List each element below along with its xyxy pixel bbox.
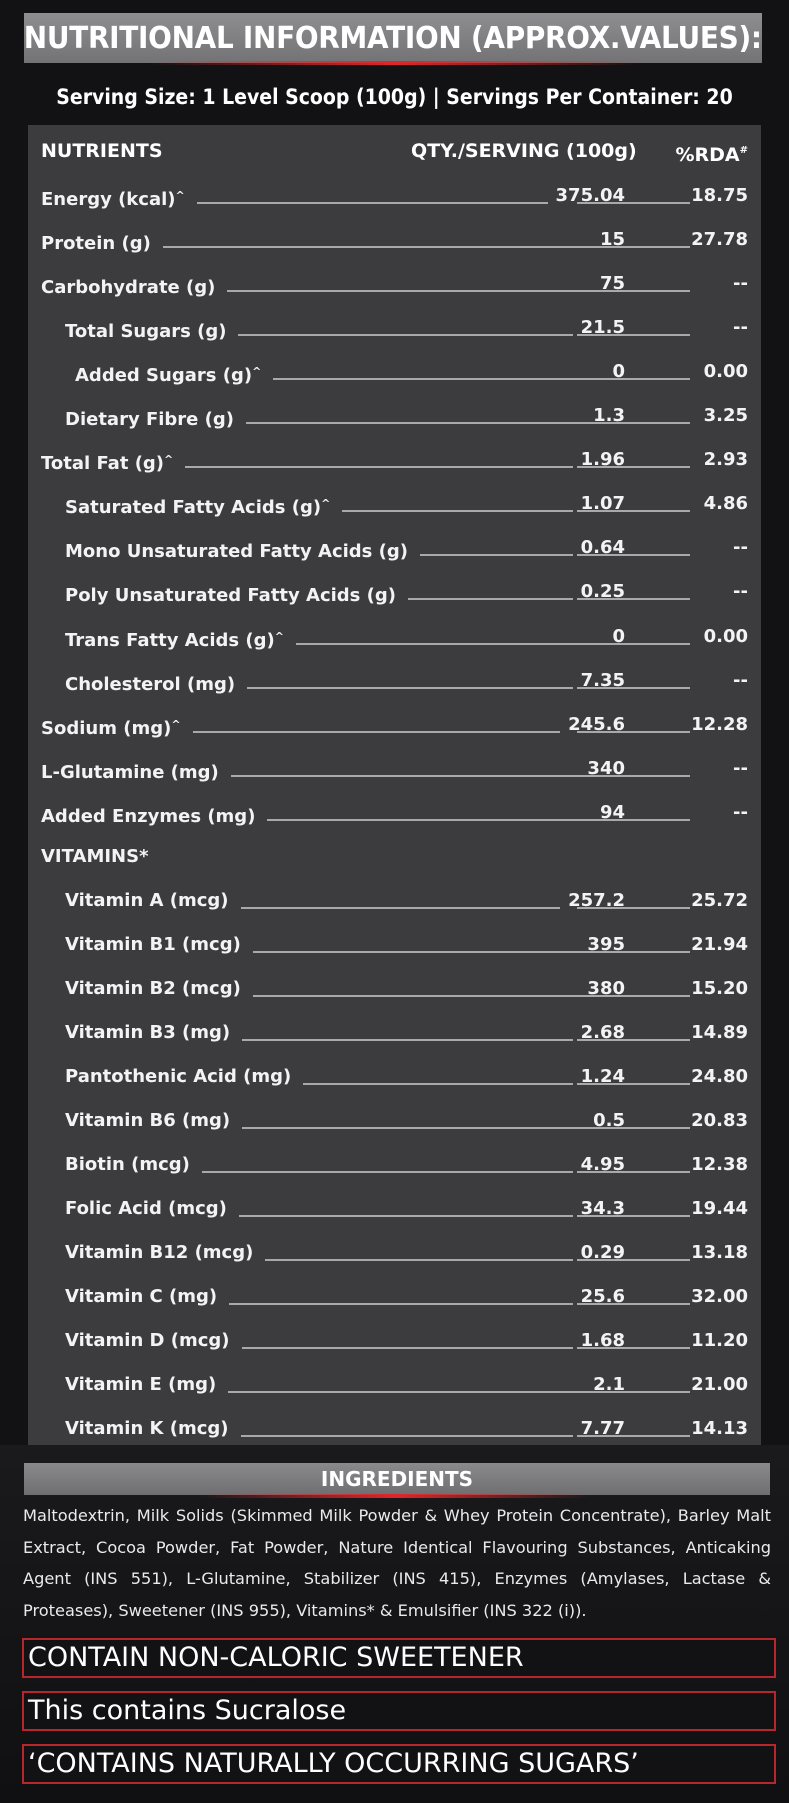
rda-value: 12.38 [691, 1154, 748, 1176]
leader-line [242, 1039, 573, 1041]
leader-line [296, 643, 604, 645]
vitamins-label: VITAMINS* [41, 845, 149, 867]
nutrient-name: Pantothenic Acid (mg) [65, 1066, 292, 1087]
qty-value: 2.1 [593, 1374, 625, 1396]
nutrient-name: Protein (g) [41, 233, 151, 255]
leader-line [577, 290, 690, 292]
nutrient-name: Carbohydrate (g) [41, 277, 216, 299]
rda-value: 2.93 [703, 449, 748, 471]
qty-value: 395 [587, 933, 625, 955]
leader-line [577, 466, 690, 468]
leader-line [246, 422, 585, 424]
nutrient-label [65, 1282, 217, 1312]
nutrient-name: Vitamin E (mg) [65, 1374, 217, 1396]
leader-line [577, 1171, 690, 1173]
leader-line [193, 731, 560, 733]
nutrient-label [41, 445, 173, 479]
footnote-mark: ^ [164, 453, 174, 467]
nutrient-name: Vitamin C (mg) [65, 1286, 218, 1308]
qty-value: 21.5 [580, 317, 625, 339]
rda-value: 21.00 [691, 1374, 748, 1396]
nutrient-label [65, 1414, 229, 1444]
leader-line [420, 554, 573, 556]
leader-line [267, 819, 592, 821]
page-title: NUTRITIONAL INFORMATION (APPROX.VALUES): [23, 20, 763, 56]
leader-line [577, 378, 690, 380]
rda-value: 25.72 [691, 889, 748, 911]
nutrient-name: Vitamin D (mcg) [65, 1330, 230, 1352]
nutrient-label [41, 225, 151, 259]
table-row [28, 269, 761, 299]
table-row [28, 313, 761, 343]
nutrient-label [65, 1326, 230, 1356]
qty-value: 0 [612, 625, 625, 647]
qty-value: 2.68 [580, 1021, 625, 1043]
table-row [28, 1106, 761, 1136]
leader-line [253, 995, 579, 997]
table-row [28, 886, 761, 916]
leader-line [242, 1127, 585, 1129]
nutrient-name: Vitamin B1 (mcg) [65, 933, 241, 955]
nutrient-name: Cholesterol (mg) [65, 673, 236, 695]
warning-sucralose: This contains Sucralose [22, 1691, 776, 1731]
leader-line [577, 1039, 690, 1041]
nutrient-name: L-Glutamine (mg) [41, 761, 219, 783]
footnote-mark: ^ [171, 717, 181, 731]
leader-line [577, 1259, 690, 1261]
leader-line [163, 246, 592, 248]
leader-line [577, 643, 690, 645]
table-row [28, 1282, 761, 1312]
rda-value: -- [733, 801, 748, 823]
leader-line [577, 598, 690, 600]
nutrient-label [65, 313, 226, 347]
nutrient-label [65, 533, 408, 567]
leader-line [303, 1083, 573, 1085]
leader-line [408, 598, 573, 600]
leader-line [577, 1391, 690, 1393]
qty-value: 1.68 [580, 1330, 625, 1352]
ingredients-title: INGREDIENTS [24, 1463, 770, 1495]
leader-line [253, 951, 579, 953]
rda-value: 32.00 [691, 1286, 748, 1308]
header-nutrients: NUTRIENTS [41, 140, 163, 162]
rda-value: 0.00 [703, 361, 748, 383]
ingredients-underline [200, 1494, 590, 1498]
qty-value: 4.95 [580, 1154, 625, 1176]
leader-line [577, 1083, 690, 1085]
serving-info: Serving Size: 1 Level Scoop (100g) | Servings Per Container: 20 [56, 85, 733, 109]
table-row [28, 225, 761, 255]
nutrient-label [65, 401, 234, 435]
title-bar [24, 13, 762, 63]
qty-value: 7.77 [580, 1418, 625, 1440]
qty-value: 380 [587, 977, 625, 999]
leader-line [185, 466, 573, 468]
rda-value: -- [733, 537, 748, 559]
leader-line [577, 775, 690, 777]
qty-value: 1.07 [580, 493, 625, 515]
table-row [28, 930, 761, 960]
nutrient-label [65, 1106, 230, 1136]
table-row [28, 1062, 761, 1092]
qty-value: 7.35 [580, 669, 625, 691]
table-row [28, 357, 761, 387]
nutrient-label [65, 1018, 230, 1048]
leader-line [227, 290, 592, 292]
table-row [28, 1370, 761, 1400]
table-row [28, 533, 761, 563]
leader-line [577, 995, 690, 997]
nutrient-name: Vitamin A (mcg) [65, 889, 229, 911]
leader-line [247, 687, 573, 689]
table-row [28, 445, 761, 475]
nutrient-name: Trans Fatty Acids (g) [65, 629, 275, 651]
rda-value: -- [733, 273, 748, 295]
leader-line [577, 1435, 690, 1437]
table-row [28, 1414, 761, 1444]
leader-line [577, 819, 690, 821]
nutrient-name: Folic Acid (mcg) [65, 1198, 227, 1220]
rda-value: 3.25 [703, 405, 748, 427]
rda-value: 19.44 [691, 1198, 748, 1220]
rda-value: 27.78 [691, 229, 748, 251]
leader-line [231, 775, 579, 777]
nutrient-name: Total Fat (g) [41, 453, 165, 475]
leader-line [265, 1259, 573, 1261]
nutrient-name: Vitamin B12 (mcg) [65, 1242, 254, 1264]
leader-line [577, 554, 690, 556]
leader-line [577, 202, 690, 204]
leader-line [197, 202, 548, 204]
leader-line [577, 687, 690, 689]
nutrient-label [65, 886, 229, 916]
leader-line [273, 378, 604, 380]
nutrient-label [65, 489, 330, 523]
nutrient-name: Vitamin B3 (mg) [65, 1021, 231, 1043]
leader-line [202, 1171, 573, 1173]
warning-non-caloric: CONTAIN NON-CALORIC SWEETENER [22, 1638, 776, 1678]
nutrient-label [41, 798, 255, 832]
qty-value: 0.5 [593, 1110, 625, 1132]
nutrient-name: Sodium (mg) [41, 717, 172, 739]
qty-value: 0.25 [580, 581, 625, 603]
nutrient-name: Vitamin B6 (mg) [65, 1110, 231, 1132]
nutrient-name: Vitamin K (mcg) [65, 1418, 229, 1440]
nutrient-label [41, 181, 185, 215]
nutrient-label [41, 710, 181, 744]
footnote-mark: ^ [252, 365, 262, 379]
qty-value: 257.2 [568, 889, 625, 911]
qty-value: 1.3 [593, 405, 625, 427]
footnote-mark: ^ [175, 189, 185, 202]
qty-value: 34.3 [580, 1198, 625, 1220]
leader-line [239, 1215, 573, 1217]
qty-value: 1.96 [580, 449, 625, 471]
leader-line [577, 510, 690, 512]
table-row [28, 798, 761, 828]
nutrient-label [65, 622, 284, 656]
leader-line [577, 246, 690, 248]
rda-value: 24.80 [691, 1066, 748, 1087]
qty-value: 340 [587, 757, 625, 779]
footnote-mark: ^ [274, 629, 284, 643]
nutrient-label [65, 577, 396, 611]
table-row [28, 710, 761, 740]
footnote-mark: ^ [321, 497, 331, 511]
nutrient-label [65, 1194, 227, 1224]
table-row [28, 1018, 761, 1048]
leader-line [577, 334, 690, 336]
nutrient-name: Vitamin B2 (mcg) [65, 977, 241, 999]
leader-line [228, 1391, 585, 1393]
rda-value: 11.20 [691, 1330, 748, 1352]
table-row [28, 1326, 761, 1356]
leader-line [241, 907, 560, 909]
nutrient-label [65, 974, 241, 1004]
leader-line [242, 1347, 573, 1349]
qty-value: 0.64 [580, 537, 625, 559]
leader-line [577, 1303, 690, 1305]
leader-line [577, 1127, 690, 1129]
table-row [28, 181, 761, 211]
nutrient-label [65, 1238, 253, 1268]
leader-line [577, 1215, 690, 1217]
nutrient-label [41, 269, 215, 303]
table-row [28, 1194, 761, 1224]
nutrient-name: Energy (kcal) [41, 189, 176, 210]
nutrient-label [65, 1370, 216, 1400]
rda-value: 4.86 [703, 493, 748, 515]
rda-value: -- [733, 669, 748, 691]
nutrient-name: Total Sugars (g) [65, 321, 227, 343]
rda-value: 0.00 [703, 625, 748, 647]
table-row [28, 974, 761, 1004]
nutrient-label [75, 357, 261, 391]
nutrient-name: Dietary Fibre (g) [65, 409, 234, 431]
rda-value: 14.89 [691, 1021, 748, 1043]
table-row [28, 754, 761, 784]
title-underline [150, 61, 640, 65]
leader-line [577, 422, 690, 424]
rda-value: -- [733, 581, 748, 603]
table-row [28, 489, 761, 519]
nutrient-label [65, 930, 241, 960]
nutrient-name: Poly Unsaturated Fatty Acids (g) [65, 585, 396, 607]
nutrient-label [65, 1150, 190, 1180]
leader-line [577, 1347, 690, 1349]
nutrient-label [41, 754, 219, 788]
leader-line [577, 907, 690, 909]
warning-natural-sugars: ‘CONTAINS NATURALLY OCCURRING SUGARS’ [22, 1744, 776, 1784]
header-rda: %RDA# [675, 144, 748, 166]
leader-line [577, 731, 690, 733]
rda-value: 21.94 [691, 933, 748, 955]
leader-line [241, 1435, 573, 1437]
ingredients-text: Maltodextrin, Milk Solids (Skimmed Milk Powder & Whey Protein Concentrate), Barley Malt Extract, Cocoa Powder, Fat Powder, Nature Identical Flavouring Substances, Anticaking Agent (INS 551), L-Glutamine, Stabilizer (INS 415), Enzymes (Amylases, Lactase & Proteases), Sweetener (INS 955), Vitamins* & Emulsifier (INS 322 (i)). [23, 1506, 771, 1620]
qty-value: 75 [599, 273, 625, 295]
nutrient-name: Biotin (mcg) [65, 1154, 190, 1176]
nutrient-name: Added Enzymes (mg) [41, 805, 256, 827]
nutrient-label [65, 666, 235, 700]
nutrient-name: Mono Unsaturated Fatty Acids (g) [65, 541, 408, 563]
table-row [28, 666, 761, 696]
table-row [28, 1238, 761, 1268]
rda-value: -- [733, 317, 748, 339]
qty-value: 0 [612, 361, 625, 383]
qty-value: 94 [599, 801, 625, 823]
nutrient-label [65, 1062, 291, 1092]
qty-value: 25.6 [580, 1286, 625, 1308]
nutrient-name: Added Sugars (g) [75, 365, 253, 387]
rda-value: -- [733, 757, 748, 779]
qty-value: 1.24 [580, 1066, 625, 1087]
qty-value: 15 [599, 229, 625, 251]
nutrient-name: Saturated Fatty Acids (g) [65, 497, 322, 519]
header-qty: QTY./SERVING (100g) [411, 140, 637, 162]
table-row [28, 622, 761, 652]
qty-value: 375.04 [555, 185, 625, 206]
rda-value: 18.75 [691, 185, 748, 206]
leader-line [577, 951, 690, 953]
rda-value: 14.13 [691, 1418, 748, 1440]
leader-line [342, 510, 573, 512]
rda-value: 15.20 [691, 977, 748, 999]
qty-value: 245.6 [568, 713, 625, 735]
leader-line [229, 1303, 573, 1305]
qty-value: 0.29 [580, 1242, 625, 1264]
rda-value: 13.18 [691, 1242, 748, 1264]
leader-line [238, 334, 573, 336]
rda-value: 12.28 [691, 713, 748, 735]
table-row [28, 577, 761, 607]
table-row [28, 1150, 761, 1180]
table-row [28, 401, 761, 431]
rda-value: 20.83 [691, 1110, 748, 1132]
